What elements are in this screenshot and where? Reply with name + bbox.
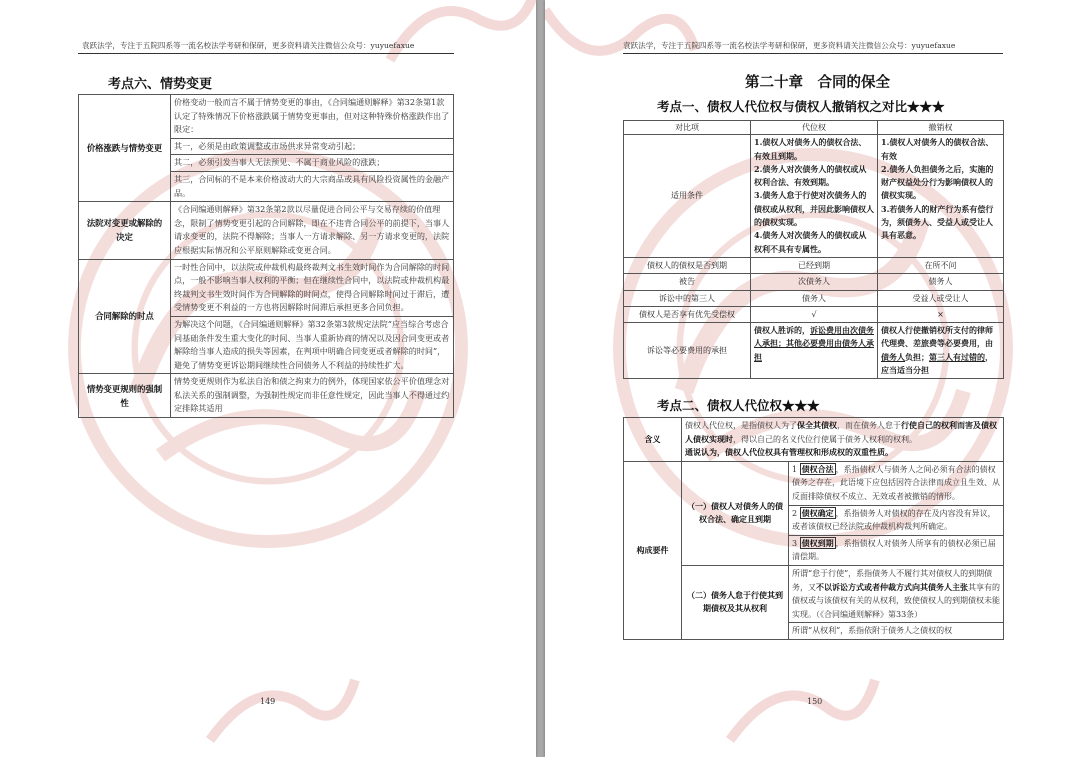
req2-b: 不以诉讼方式或者仲裁方式向其债务人主张 xyxy=(816,581,968,592)
req1-num-3: 3 xyxy=(792,538,798,548)
subrog-costs-b: 诉讼费用由次债务人承担； xyxy=(754,325,874,349)
bottom-ornament-icon xyxy=(715,650,885,757)
item-costs: 诉讼等必要费用的承担 xyxy=(624,323,751,379)
label-conditions: 适用条件 xyxy=(624,135,751,258)
req1-item-2 xyxy=(789,505,1004,535)
subrog-defendant: 次债务人 xyxy=(751,274,878,290)
cell-timing-text-1: 一时性合同中，以法院或仲裁机构最终裁判文书生效时间作为合同解除的时间点，一般不影响当事人权利的平衡；但在继续性合同中，以法院或仲裁机构最终裁判文书生效时间作为合同解除的时间点，使得合同解除时间过于滞后，遭受情势变更不利益的一方也将因解除时间滞后承担更多合同负担。 xyxy=(171,259,454,316)
header-divider xyxy=(623,53,1003,54)
req2-text xyxy=(789,565,1004,622)
cell-timing-text-2: 为解决这个问题，《合同编通则解释》第32条第3款规定法院“应当综合考虑合同基础条件发生重大变化的时间、当事人重新协商的情况以及因合同变更或者解除给当事人造成的损失等因素，在判项中明确合同变更或者解除的时间”，避免了情势变更诉讼期间继续性合同债务人不利益的持续性扩大。 xyxy=(171,316,454,373)
req2-a: 所谓“怠于行使”，系指债务人不履行其对债权人的到期债务，又 xyxy=(792,568,993,592)
revoc-costs xyxy=(878,323,1004,379)
subrog-costs-a: 债权人胜诉的， xyxy=(754,325,810,336)
bottom-ornament-icon xyxy=(200,650,360,757)
subrog-costs-c: 其他必要费用由债务人承担 xyxy=(754,338,874,362)
section-title-left: 考点六、情势变更 xyxy=(108,77,213,92)
section-title-compare: 考点一、债权人代位权与债权人撤销权之对比★★★ xyxy=(657,99,945,114)
chapter-title: 第二十章 合同的保全 xyxy=(745,74,890,91)
req1-text-2: ，系指债务人对债权的存在及内容没有异议，或者该债权已经法院或仲裁机构裁判所确定。 xyxy=(792,508,996,532)
meaning-f: 通说认为，债权人代位权具有管理权和形成权的双重性质。 xyxy=(685,447,893,458)
req1-item-3 xyxy=(789,535,1004,565)
subrogation-table xyxy=(623,417,1004,640)
row-label-mandatory: 情势变更规则的强制性 xyxy=(79,374,171,418)
req1-item-1 xyxy=(789,461,1004,505)
revoc-costs-a: 债权人行使撤销权所支付的律师代理费、差旅费等必要费用，由 xyxy=(881,325,993,349)
revoc-due: 在所不问 xyxy=(878,257,1004,273)
item-priority: 债权人是否享有优先受偿权 xyxy=(624,306,751,322)
header-revocation: 撤销权 xyxy=(878,121,1004,135)
header-subrogation: 代位权 xyxy=(751,121,878,135)
meaning-a: 债权人代位权，是指债权人为了 xyxy=(685,421,797,430)
row-label-timing: 合同解除的时点 xyxy=(79,259,171,374)
subrog-cond-3: 3.债务人怠于行使对次债务人的债权或从权利，并因此影响债权人的债权实现。 xyxy=(754,190,874,228)
revoc-defendant: 债务人 xyxy=(878,274,1004,290)
subrog-cond-4: 4.债务人对次债务人的债权或从权利不具有专属性。 xyxy=(754,230,867,254)
label-req2: （二）债务人怠于行使其到期债权及其从权利 xyxy=(682,565,789,639)
cell-revocation-conditions xyxy=(878,135,1004,258)
left-page xyxy=(0,0,536,757)
cell-price-cond-3: 其三，合同标的不是本来价格波动大的大宗商品或具有风险投资属性的金融产品。 xyxy=(171,171,454,201)
cell-price-intro: 价格变动一般而言不属于情势变更的事由，《合同编通则解释》第32条第1款认定了特殊情况下价格涨跌属于情势变更事由，但对这种特殊价格涨跌作出了限定： xyxy=(171,95,454,139)
cell-price-cond-2: 其二，必须引发当事人无法预见、不属于商业风险的涨跌； xyxy=(171,155,454,172)
revoc-third-party: 受益人或受让人 xyxy=(878,290,1004,306)
req1-num-1: 1 xyxy=(792,464,798,474)
revoc-cond-2: 2.债务人负担债务之后，实施的财产权益处分行为影响债权人的债权实现。 xyxy=(881,163,994,201)
meaning-c: ，而在债务人怠于 xyxy=(837,421,901,430)
subrog-cond-1: 1.债权人对债务人的债权合法、有效且到期。 xyxy=(754,137,867,161)
item-due: 债权人的债权是否到期 xyxy=(624,257,751,273)
req1-num-2: 2 xyxy=(792,508,798,518)
meaning-e: ，得以自己的名义代位行使属于债务人权利的权利。 xyxy=(733,434,917,444)
label-meaning: 含义 xyxy=(624,418,682,462)
cell-court-text: 《合同编通则解释》第32条第2款以尽量促进合同公平与交易存续的价值理念，限制了情势变更引起的合同解除，即在不违背合同公平的前提下，当事人请求变更的，法院不得解除；当事人一方请求解除、另一方请求变更的，法院应根据实际情况和公平原则解除或变更合同。 xyxy=(171,202,454,259)
req1-key-1: 债权合法 xyxy=(801,463,834,474)
row-label-court: 法院对变更或解除的决定 xyxy=(79,202,171,259)
item-third-party: 诉讼中的第三人 xyxy=(624,290,751,306)
row-label-price: 价格涨跌与情势变更 xyxy=(79,95,171,202)
right-page xyxy=(545,0,1080,757)
cell-mandatory-text: 情势变更规则作为私法自治和债之拘束力的例外，体现国家依公平价值理念对私法关系的强制调整，为强制性规定而非任意性规定，因此当事人不得通过约定排除其适用 xyxy=(171,374,454,418)
header-compare-item: 对比项 xyxy=(624,121,751,135)
meaning-b: 保全其债权 xyxy=(797,420,837,430)
page-header: 袁跃法学，专注于五院四系等一流名校法学考研和保研，更多资料请关注微信公众号：yuyuefaxue xyxy=(82,41,415,50)
req1-key-3: 债权到期 xyxy=(801,537,834,548)
revoc-costs-b: 债务人 xyxy=(881,351,905,362)
revoc-costs-e: ，应当适当分担 xyxy=(881,351,993,376)
req1-text-3: ，系指债权人对债务人所享有的债权必须已届清偿期。 xyxy=(792,538,996,562)
page-number-left: 149 xyxy=(260,697,276,706)
req1-key-2: 债权确定 xyxy=(801,507,834,518)
cell-meaning xyxy=(682,418,1004,462)
compare-table xyxy=(623,120,1004,379)
revoc-cond-3: 3.若债务人的财产行为系有偿行为，须债务人、受益人或受让人具有恶意。 xyxy=(881,203,994,241)
subrog-cond-2: 2.债务人对次债务人的债权或从权利合法、有效到期。 xyxy=(754,163,867,188)
label-elements: 构成要件 xyxy=(624,461,682,639)
page-number-right: 150 xyxy=(807,697,823,706)
req2-accessory: 所谓“从权利”，系指依附于债务人之债权的权 xyxy=(789,623,1004,640)
revoc-cond-1: 1.债权人对债务人的债权合法、有效 xyxy=(881,137,994,161)
subrog-due: 已经到期 xyxy=(751,257,878,273)
change-circumstances-table xyxy=(78,94,454,418)
cell-subrogation-conditions xyxy=(751,135,878,258)
subrog-costs xyxy=(751,323,878,379)
subrog-priority: √ xyxy=(751,306,878,322)
label-req1: （一）债权人对债务人的债权合法、确定且到期 xyxy=(682,461,789,565)
meaning-d: 行使自己的权利而害及债权人债权实现时 xyxy=(685,420,997,444)
header-divider xyxy=(78,53,454,54)
revoc-priority: × xyxy=(878,306,1004,322)
subrog-third-party: 债务人 xyxy=(751,290,878,306)
revoc-costs-c: 负担； xyxy=(905,351,929,362)
revoc-costs-d: 第三人有过错的 xyxy=(929,351,985,362)
req1-text-1: ，系指债权人与债务人之间必须有合法的债权债务之存在，此语境下应包括因符合法律而成立且生效、从反面排除债权不成立、无效或者被撤销的情形。 xyxy=(792,464,1000,501)
item-defendant: 被告 xyxy=(624,274,751,290)
page-header: 袁跃法学，专注于五院四系等一流名校法学考研和保研，更多资料请关注微信公众号：yuyuefaxue xyxy=(623,41,956,50)
cell-price-cond-1: 其一，必须是由政策调整或市场供求异常变动引起； xyxy=(171,138,454,155)
section-title-subrogation: 考点二、债权人代位权★★★ xyxy=(657,398,820,413)
req2-c: 其享有的债权或与该债权有关的从权利，致使债权人的到期债权未能实现。（《合同编通则解释》第33条） xyxy=(792,582,1000,619)
